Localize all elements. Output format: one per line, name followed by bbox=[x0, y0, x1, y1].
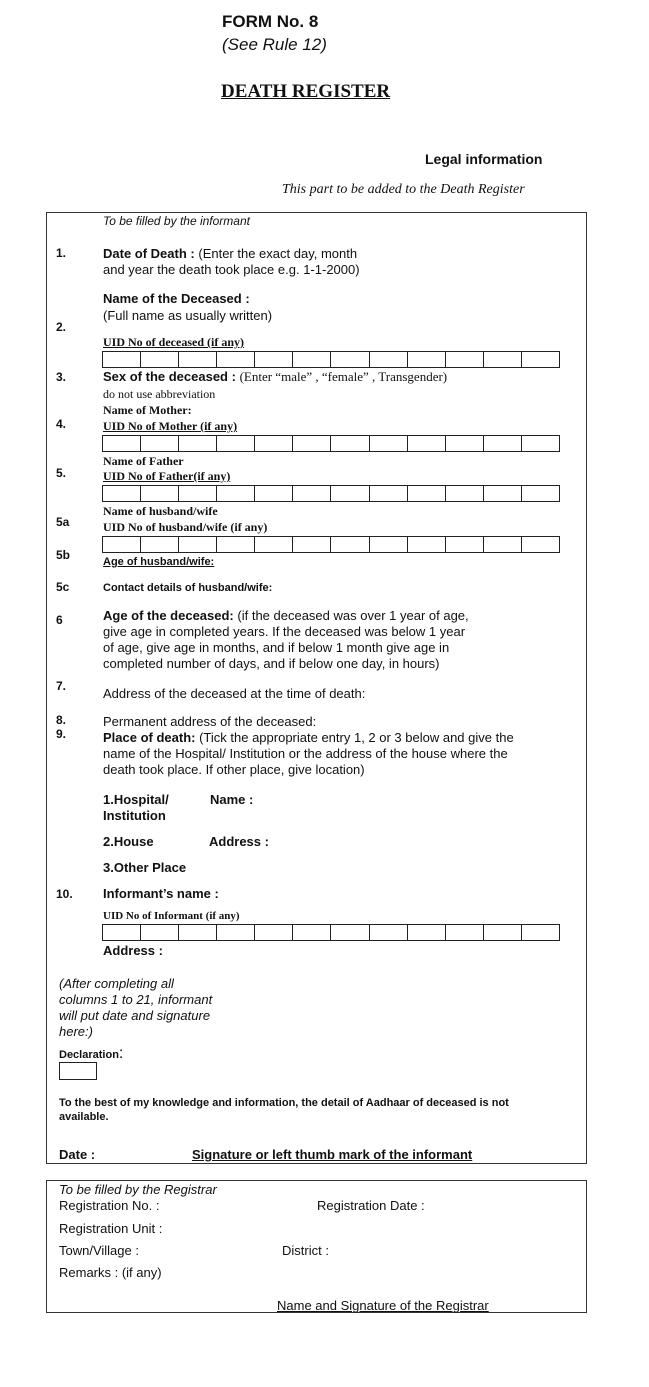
informant-date-label: Date : bbox=[59, 1147, 96, 1162]
address-at-death-label[interactable]: Address of the deceased at the time of death: bbox=[103, 686, 366, 701]
age-hint-1: (if the deceased was over 1 year of age, bbox=[237, 608, 469, 623]
item-number-6: 6 bbox=[56, 613, 63, 627]
option-institution-label: Institution bbox=[103, 808, 166, 823]
hospital-name-label: Name : bbox=[210, 792, 254, 807]
house-address-label: Address : bbox=[209, 834, 269, 849]
mother-name-label: Name of Mother: bbox=[103, 403, 192, 417]
completion-note bbox=[59, 976, 212, 1040]
uid-informant-label: UID No of Informant (if any) bbox=[103, 910, 240, 922]
registration-unit-label[interactable]: Registration Unit : bbox=[59, 1221, 163, 1236]
item-number-5: 5. bbox=[56, 466, 67, 480]
permanent-address-label[interactable]: Permanent address of the deceased: bbox=[103, 714, 317, 729]
father-name-label: Name of Father bbox=[103, 454, 184, 468]
item-number-5c: 5c bbox=[56, 580, 70, 594]
page-title: DEATH REGISTER bbox=[221, 81, 391, 102]
rule-reference: (See Rule 12) bbox=[222, 35, 327, 54]
declaration-checkbox[interactable] bbox=[59, 1062, 97, 1080]
date-of-death-hint-2: and year the death took place e.g. 1-1-2000) bbox=[103, 262, 360, 277]
uid-husband-wife-label: UID No of husband/wife (if any) bbox=[103, 520, 268, 534]
registrar-signature-label: Name and Signature of the Registrar bbox=[277, 1298, 489, 1313]
informant-name-label: Informant’s name : bbox=[103, 886, 219, 901]
place-hint-3: death took place. If other place, give location) bbox=[103, 762, 365, 777]
place-hint-1: (Tick the appropriate entry 1, 2 or 3 below and give the bbox=[199, 730, 514, 745]
age-hint-4: completed number of days, and if below one day, in hours) bbox=[103, 656, 440, 671]
sex-hint-abbreviation: do not use abbreviation bbox=[103, 387, 216, 401]
part-note: This part to be added to the Death Register bbox=[282, 182, 525, 197]
uid-father-label: UID No of Father(if any) bbox=[103, 469, 231, 483]
uid-husband-wife-boxes[interactable] bbox=[102, 536, 560, 553]
place-of-death-label: Place of death: bbox=[103, 730, 196, 745]
aadhaar-note-1: To the best of my knowledge and information, the detail of Aadhaar of deceased is not bbox=[59, 1097, 509, 1109]
sex-label: Sex of the deceased : bbox=[103, 369, 236, 384]
date-of-death-label: Date of Death : bbox=[103, 246, 195, 261]
completion-note-2: columns 1 to 21, informant bbox=[59, 992, 213, 1007]
item-number-2: 2. bbox=[56, 320, 67, 334]
registration-number-label[interactable]: Registration No. : bbox=[59, 1198, 160, 1213]
deceased-name-hint: (Full name as usually written) bbox=[103, 308, 273, 323]
age-hint-2: give age in completed years. If the deceased was below 1 year bbox=[103, 624, 466, 639]
informant-signature-label: Signature or left thumb mark of the informant bbox=[192, 1147, 473, 1162]
option-hospital-label: 1.Hospital/ bbox=[103, 792, 169, 807]
sex-field[interactable] bbox=[103, 369, 447, 385]
item-number-1: 1. bbox=[56, 246, 67, 260]
legal-information-heading: Legal information bbox=[425, 151, 543, 167]
age-of-deceased-field[interactable] bbox=[103, 608, 469, 672]
aadhaar-note bbox=[59, 1096, 579, 1124]
item-number-9: 9. bbox=[56, 727, 67, 741]
informant-address-label: Address : bbox=[103, 943, 163, 958]
form-number: FORM No. 8 bbox=[222, 12, 319, 31]
husband-wife-name-label: Name of husband/wife bbox=[103, 504, 218, 518]
item-number-8: 8. bbox=[56, 713, 67, 727]
uid-father-boxes[interactable] bbox=[102, 485, 560, 502]
registration-date-label[interactable]: Registration Date : bbox=[317, 1198, 425, 1213]
place-of-death-field[interactable] bbox=[103, 730, 514, 778]
option-house[interactable]: 2.House bbox=[103, 834, 154, 849]
declaration-label bbox=[59, 1047, 123, 1062]
uid-informant-boxes[interactable] bbox=[102, 924, 560, 941]
completion-note-1: (After completing all bbox=[59, 976, 174, 991]
remarks-label[interactable]: Remarks : (if any) bbox=[59, 1265, 162, 1280]
uid-mother-boxes[interactable] bbox=[102, 435, 560, 452]
item-number-5b: 5b bbox=[56, 548, 71, 562]
item-number-5a: 5a bbox=[56, 515, 70, 529]
item-number-3: 3. bbox=[56, 370, 67, 384]
option-other-place[interactable]: 3.Other Place bbox=[103, 860, 187, 875]
date-of-death-field[interactable] bbox=[103, 246, 360, 278]
uid-mother-label: UID No of Mother (if any) bbox=[103, 419, 238, 433]
registrar-fill-note: To be filled by the Registrar bbox=[59, 1182, 217, 1197]
district-label[interactable]: District : bbox=[282, 1243, 329, 1258]
age-hint-3: of age, give age in months, and if below 1 month give age in bbox=[103, 640, 450, 655]
declaration-colon: : bbox=[118, 1045, 124, 1062]
sex-hint: (Enter “male” , “female” , Transgender) bbox=[239, 369, 448, 384]
informant-fill-note: To be filled by the informant bbox=[103, 214, 250, 228]
age-husband-wife-label: Age of husband/wife: bbox=[103, 556, 215, 568]
town-village-label[interactable]: Town/Village : bbox=[59, 1243, 139, 1258]
uid-deceased-label: UID No of deceased (if any) bbox=[103, 335, 244, 349]
deceased-name-label: Name of the Deceased : bbox=[103, 291, 250, 306]
option-hospital[interactable] bbox=[103, 792, 169, 824]
item-number-10: 10. bbox=[56, 887, 73, 901]
uid-deceased-boxes[interactable] bbox=[102, 351, 560, 368]
item-number-4: 4. bbox=[56, 417, 67, 431]
aadhaar-note-2: available. bbox=[59, 1111, 109, 1123]
date-of-death-hint: (Enter the exact day, month bbox=[198, 246, 358, 261]
age-of-deceased-label: Age of the deceased: bbox=[103, 608, 234, 623]
item-number-7: 7. bbox=[56, 679, 67, 693]
place-hint-2: name of the Hospital/ Institution or the address of the house where the bbox=[103, 746, 508, 761]
completion-note-3: will put date and signature bbox=[59, 1008, 211, 1023]
completion-note-4: here:) bbox=[59, 1024, 93, 1039]
declaration-text: Declaration bbox=[59, 1049, 119, 1061]
contact-husband-wife-label: Contact details of husband/wife: bbox=[103, 582, 273, 594]
